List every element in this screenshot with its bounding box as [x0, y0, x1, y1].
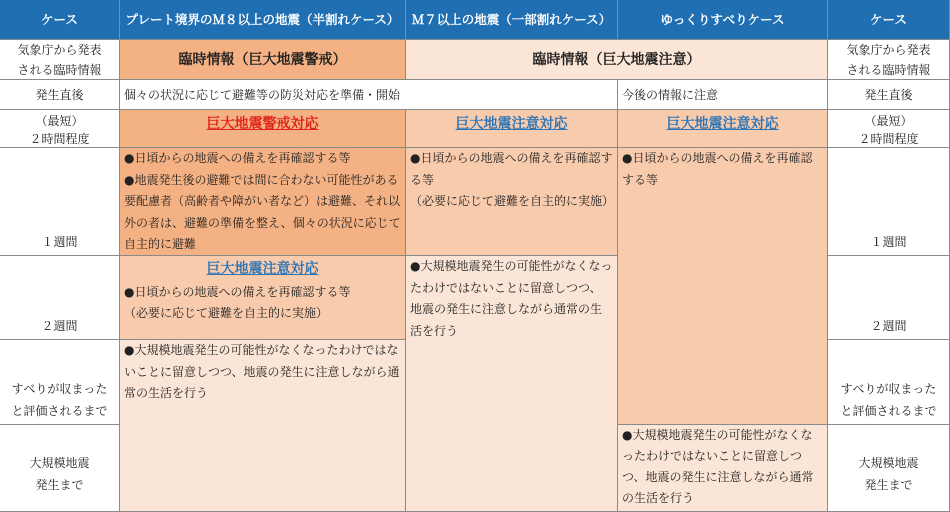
half-slip-text: ●大規模地震発生の可能性がなくなったわけではないことに留意しつつ、地震の発生に注意しながら通常の生活を行う: [120, 340, 406, 512]
header-slow-case: ゆっくりすべりケース: [618, 0, 828, 40]
side-2h-right: （最短） ２時間程度: [828, 110, 950, 148]
immediate-half-partial: 個々の状況に応じて避難等の防災対応を準備・開始: [120, 80, 618, 110]
side-1w-right: １週間: [828, 148, 950, 256]
side-info-left: 気象庁から発表 される臨時情報: [0, 40, 120, 80]
side-final-right: 大規模地震 発生まで: [828, 425, 950, 512]
header-case-left: ケース: [0, 0, 120, 40]
header-half-case: プレート境界のＭ８以上の地震（半割れケース）: [120, 0, 406, 40]
slow-1w-text: ●日頃からの地震への備えを再確認する等: [618, 148, 828, 425]
partial-caution-title: 巨大地震注意対応: [406, 110, 618, 148]
side-2w-left: ２週間: [0, 256, 120, 340]
header-case-right: ケース: [828, 0, 950, 40]
half-1w-text: ●日頃からの地震への備えを再確認する等 ●地震発生後の避難では間に合わない可能性がある要配慮者（高齢者や障がい者など）は避難、それ以外の者は、避難の準備を整え、個々の状況に応じて自主的に避難: [120, 148, 406, 256]
side-immediate-left: 発生直後: [0, 80, 120, 110]
slow-final-text: ●大規模地震発生の可能性がなくなったわけではないことに留意しつつ、地震の発生に注意しながら通常の生活を行う: [618, 425, 828, 512]
side-slip-left: すべりが収まった と評価されるまで: [0, 340, 120, 425]
half-warning-title: 巨大地震警戒対応: [120, 110, 406, 148]
warning-info: 臨時情報（巨大地震警戒）: [120, 40, 406, 80]
half-2w-title: 巨大地震注意対応: [206, 261, 319, 277]
side-2h-left: （最短） ２時間程度: [0, 110, 120, 148]
partial-2w-text: ●大規模地震発生の可能性がなくなったわけではないことに留意しつつ、地震の発生に注意しながら通常の生活を行う: [406, 256, 618, 512]
header-partial-case: Ｍ７以上の地震（一部割れケース）: [406, 0, 618, 40]
side-1w-left: １週間: [0, 148, 120, 256]
half-2w-text: ●日頃からの地震への備えを再確認する等 （必要に応じて避難を自主的に実施）: [124, 285, 351, 320]
immediate-slow: 今後の情報に注意: [618, 80, 828, 110]
caution-info: 臨時情報（巨大地震注意）: [406, 40, 828, 80]
slow-caution-title: 巨大地震注意対応: [618, 110, 828, 148]
side-immediate-right: 発生直後: [828, 80, 950, 110]
side-slip-right: すべりが収まった と評価されるまで: [828, 340, 950, 425]
side-final-left: 大規模地震 発生まで: [0, 425, 120, 512]
side-info-right: 気象庁から発表 される臨時情報: [828, 40, 950, 80]
side-2w-right: ２週間: [828, 256, 950, 340]
half-2w-cell: [120, 256, 406, 340]
partial-1w-text: ●日頃からの地震への備えを再確認する等 （必要に応じて避難を自主的に実施）: [406, 148, 618, 256]
